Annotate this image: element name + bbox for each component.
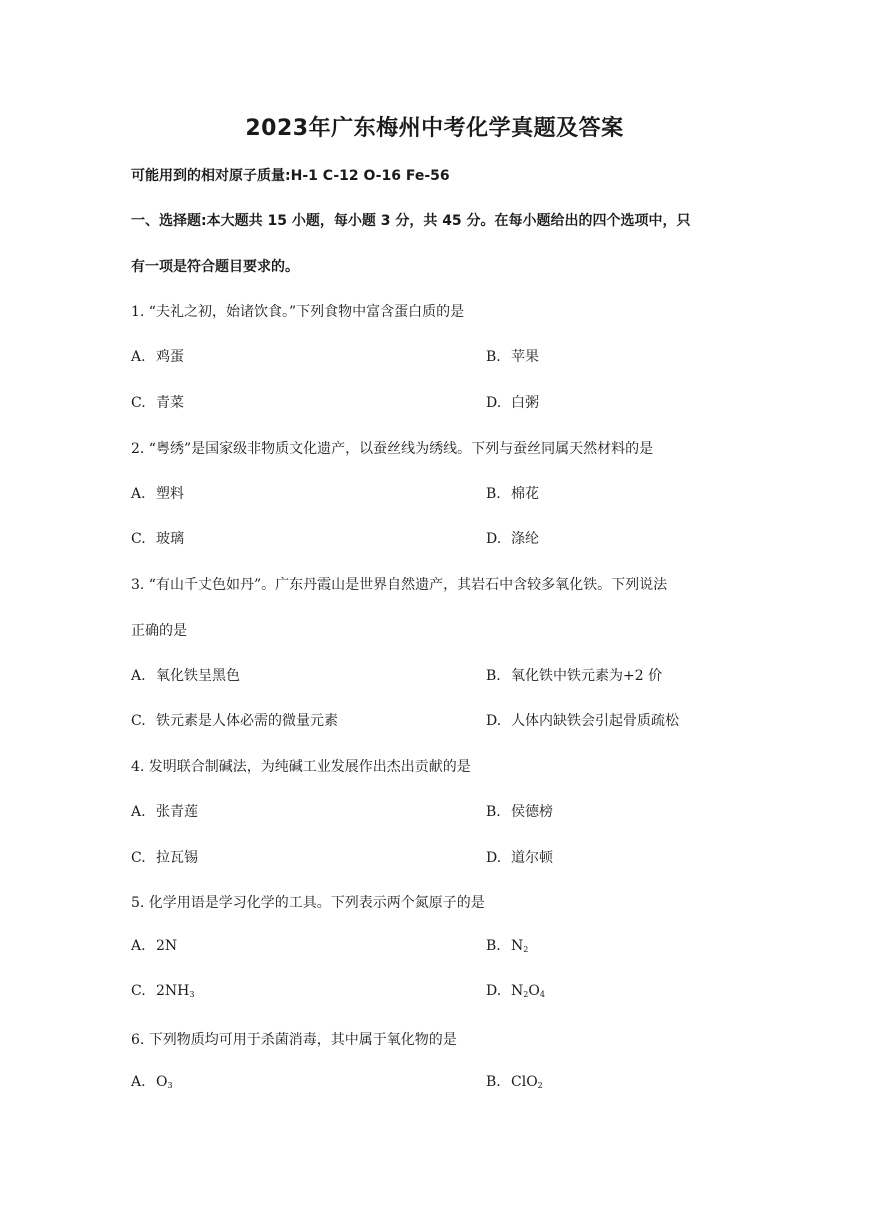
question-3-option-b: [486, 665, 662, 685]
option-letter: A.: [131, 486, 146, 502]
option-letter: B.: [486, 804, 501, 820]
option-text: 氧化铁中铁元素为+2 价: [511, 668, 663, 684]
question-4-option-a: [131, 801, 198, 821]
question-3-stem-line-1: 3. “有山千丈色如丹”。广东丹霞山是世界自然遗产，其岩石中含较多氧化铁。下列说法: [131, 577, 668, 593]
option-letter: C.: [131, 850, 146, 866]
option-letter: B.: [486, 938, 501, 954]
option-text: 拉瓦锡: [156, 850, 198, 866]
question-2-option-d: [486, 528, 539, 548]
formula-subscript: 3: [189, 990, 195, 999]
option-letter: C.: [131, 983, 146, 999]
formula-subscript: 4: [539, 990, 545, 999]
question-3-option-c: [131, 710, 338, 730]
option-text: 鸡蛋: [156, 349, 184, 365]
formula-subscript: 3: [167, 1081, 173, 1090]
atomic-mass-line: 可能用到的相对原子质量:H-1 C-12 O-16 Fe-56: [131, 168, 450, 184]
question-5-stem: 5. 化学用语是学习化学的工具。下列表示两个氮原子的是: [131, 895, 485, 911]
option-text: 2N: [156, 938, 178, 954]
formula-main: O: [156, 1074, 168, 1090]
option-text: 青菜: [156, 395, 184, 411]
question-4-option-d: [486, 847, 553, 867]
option-text: 氧化铁呈黑色: [156, 668, 240, 684]
option-letter: D.: [486, 983, 502, 999]
option-letter: B.: [486, 1074, 501, 1090]
option-letter: B.: [486, 349, 501, 365]
question-4-option-c: [131, 847, 198, 867]
option-letter: A.: [131, 668, 146, 684]
formula-main: ClO: [511, 1074, 538, 1090]
formula-main: N: [511, 983, 524, 999]
question-1-option-b: [486, 346, 539, 366]
question-2-stem: 2. “粤绣”是国家级非物质文化遗产，以蚕丝线为绣线。下列与蚕丝同属天然材料的是: [131, 441, 654, 457]
document-title: 2023年广东梅州中考化学真题及答案: [245, 116, 624, 141]
question-5-option-b: [486, 938, 528, 954]
option-text: 道尔顿: [511, 850, 553, 866]
question-6-stem: 6. 下列物质均可用于杀菌消毒，其中属于氧化物的是: [131, 1032, 457, 1048]
formula-main: 2NH: [156, 983, 190, 999]
option-letter: D.: [486, 850, 502, 866]
option-text: 玻璃: [156, 531, 184, 547]
option-letter: A.: [131, 938, 146, 954]
question-2-option-a: [131, 483, 184, 503]
option-text: 人体内缺铁会引起骨质疏松: [511, 713, 679, 729]
option-letter: D.: [486, 713, 502, 729]
question-1-option-a: [131, 346, 184, 366]
formula-subscript: 2: [523, 945, 529, 954]
question-4-stem: 4. 发明联合制碱法，为纯碱工业发展作出杰出贡献的是: [131, 759, 471, 775]
option-letter: B.: [486, 668, 501, 684]
option-letter: D.: [486, 531, 502, 547]
option-text: 塑料: [156, 486, 184, 502]
option-letter: C.: [131, 713, 146, 729]
question-2-option-c: [131, 528, 184, 548]
option-letter: A.: [131, 1074, 146, 1090]
question-5-option-c: [131, 983, 194, 999]
question-4-option-b: [486, 801, 553, 821]
question-2-option-b: [486, 483, 539, 503]
option-text: 张青莲: [156, 804, 198, 820]
option-text: 侯德榜: [511, 804, 553, 820]
question-1-option-d: [486, 392, 539, 412]
formula-subscript: 2: [537, 1081, 543, 1090]
option-letter: C.: [131, 531, 146, 547]
formula-subscript: 2: [523, 990, 529, 999]
question-5-option-a: [131, 938, 177, 954]
question-6-option-a: [131, 1074, 173, 1090]
question-1-option-c: [131, 392, 184, 412]
section-heading-line-2: 有一项是符合题目要求的。: [131, 259, 299, 275]
question-3-option-d: [486, 710, 679, 730]
question-1-stem: 1. “夫礼之初，始诸饮食。”下列食物中富含蛋白质的是: [131, 304, 465, 320]
option-text: 苹果: [511, 349, 539, 365]
option-letter: D.: [486, 395, 502, 411]
question-6-option-b: [486, 1074, 543, 1090]
option-text: 棉花: [511, 486, 539, 502]
section-heading-line-1: 一、选择题:本大题共 15 小题，每小题 3 分，共 45 分。在每小题给出的四个选项中，只: [131, 213, 691, 229]
option-text: 白粥: [511, 395, 539, 411]
option-text: 涤纶: [511, 531, 539, 547]
option-text: 铁元素是人体必需的微量元素: [156, 713, 338, 729]
question-3-option-a: [131, 665, 240, 685]
question-3-stem-line-2: 正确的是: [131, 623, 187, 639]
option-letter: A.: [131, 804, 146, 820]
formula-main: O: [528, 983, 540, 999]
formula-main: N: [511, 938, 524, 954]
option-letter: B.: [486, 486, 501, 502]
question-5-option-d: [486, 983, 545, 999]
option-letter: C.: [131, 395, 146, 411]
option-letter: A.: [131, 349, 146, 365]
